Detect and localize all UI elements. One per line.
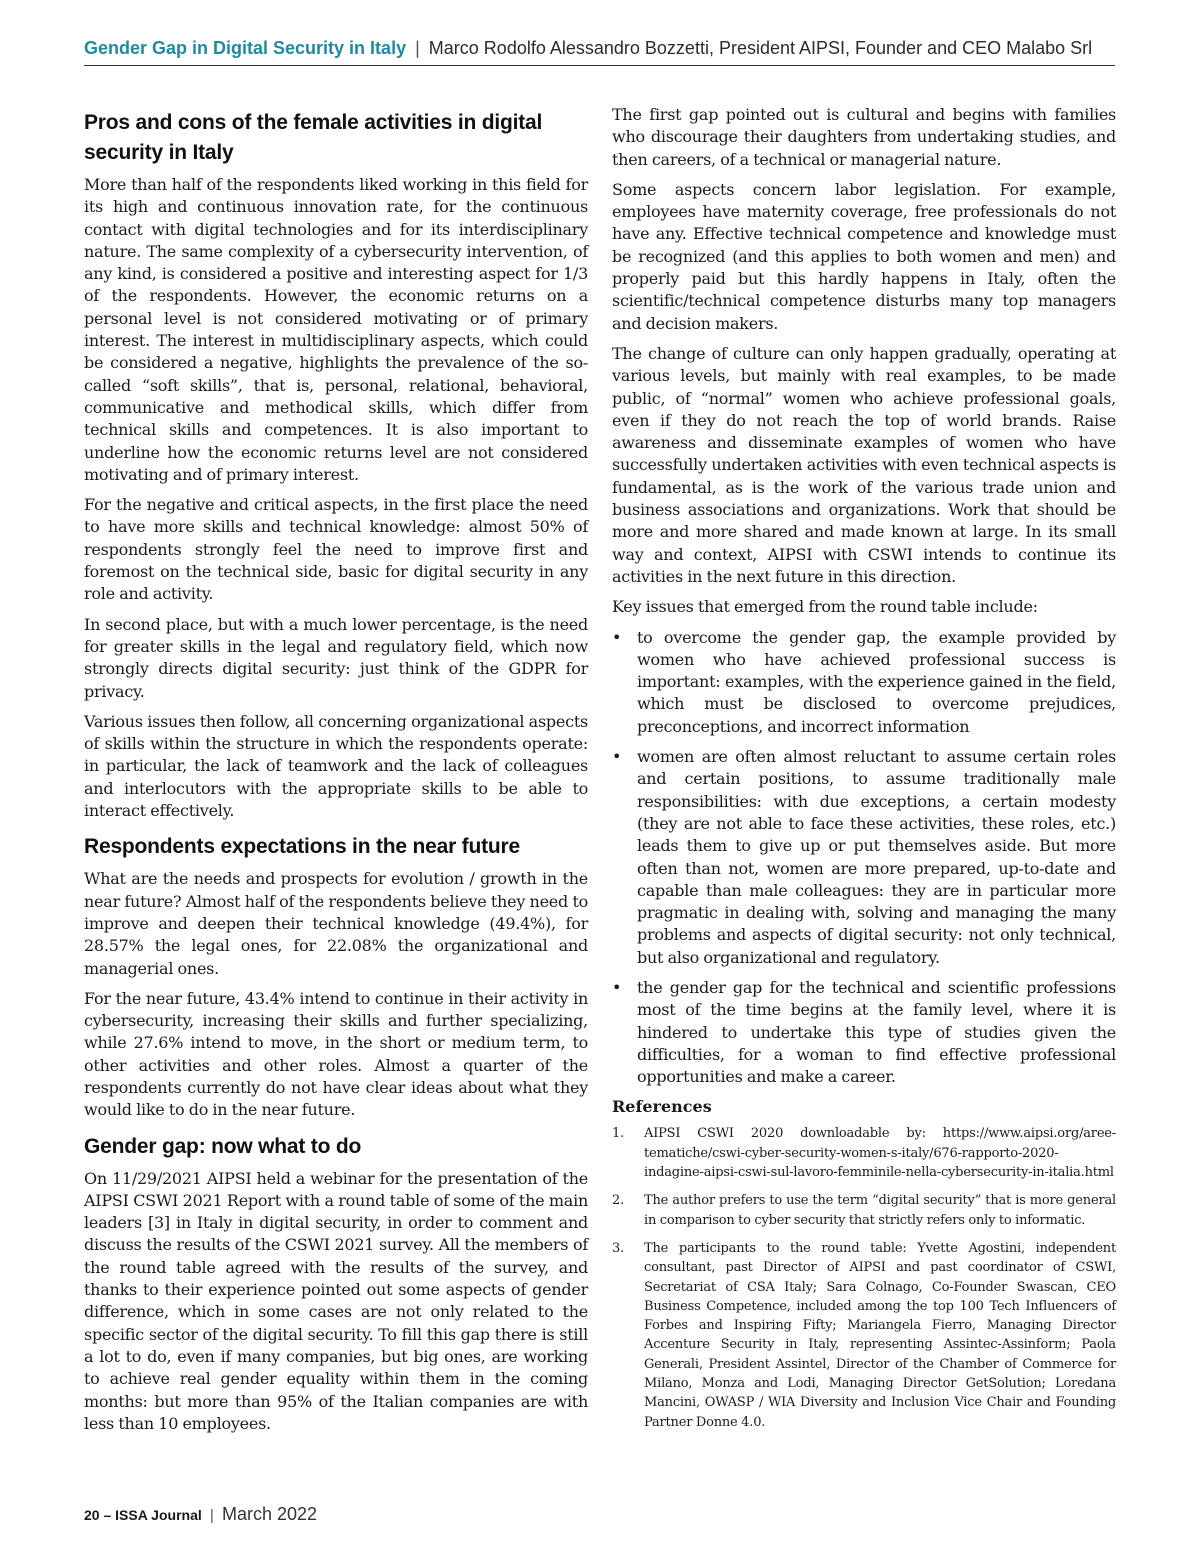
section-heading-gender-gap: Gender gap: now what to do — [84, 1134, 362, 1158]
header-separator: | — [415, 38, 420, 58]
right-column — [612, 104, 1116, 1441]
list-item-text: women are often almost reluctant to assume certain roles and certain positions, to assume traditionally male responsibilities: with due exceptions, a certain modesty (they are not able to face these activities, these roles, etc.) leads them to give up or put themselves aside. But more often than not, women are more prepared, up-to-date and capable than male colleagues: they are in particular more pragmatic in dealing with, solving and managing the many problems and aspects of digital security: not only technical, but also organizational and regulatory. — [637, 747, 1116, 967]
list-item — [612, 746, 1116, 969]
bullet-icon: • — [612, 747, 622, 767]
article-title: Gender Gap in Digital Security in Italy — [84, 38, 407, 58]
page-footer — [84, 1502, 317, 1528]
reference-item — [612, 1124, 1116, 1182]
footer-separator: | — [209, 1507, 214, 1524]
running-header — [84, 36, 1116, 60]
paragraph: The change of culture can only happen gradually, operating at various levels, but mainly with real examples, to be made public, of “normal” women who achieve professional goals, even if they do not reach the top of world brands. Raise awareness and disseminate examples of women who have successfully undertaken activities with even technical aspects is fundamental, as is the work of the various trade union and business associations and organizations. Work that should be more and more shared and made known at large. In its small way and context, AIPSI with CSWI intends to continue its activities in the next future in this direction. — [612, 343, 1116, 586]
article-author: Marco Rodolfo Alessandro Bozzetti, President AIPSI, Founder and CEO Malabo Srl — [428, 38, 1093, 58]
list-item — [612, 627, 1116, 738]
references-heading: References — [612, 1097, 712, 1117]
list-item-text: to overcome the gender gap, the example provided by women who have achieved professional success is important: examples, with the experience gained in the field, which must be disclosed to overcome prejudices, preconceptions, and incorrect information — [637, 627, 1116, 736]
left-column — [84, 108, 588, 1443]
paragraph: Some aspects concern labor legislation. For example, employees have maternity coverage, free professionals do not have any. Effective technical competence and knowledge must be recognized (and this applies to both women and men) and properly paid but this hardly happens in Italy, often the scientific/technical competence disturbs many top managers and decision makers. — [612, 179, 1116, 333]
paragraph: On 11/29/2021 AIPSI held a webinar for the presentation of the AIPSI CSWI 2021 Report with a round table of some of the main leaders [3] in Italy in digital security, in order to comment and discuss the results of the CSWI 2021 survey. All the members of the round table agreed with the results of the survey, and thanks to their experience pointed out some aspects of gender difference, which in some cases are not only related to the specific sector of the digital security. To fill this gap there is still a lot to do, even if many companies, but big ones, are working to achieve real gender equality within them in the coming months: but more than 95% of the Italian companies are with less than 10 employees. — [84, 1168, 588, 1433]
paragraph: In second place, but with a much lower percentage, is the need for greater skills in the legal and regulatory field, which now strongly directs digital security: just think of the GDPR for privacy. — [84, 614, 588, 701]
paragraph: More than half of the respondents liked working in this field for its high and continuous innovation rate, for the continuous contact with digital technologies and for its interdisciplinary nature. The same complexity of a cybersecurity intervention, of any kind, is considered a positive and interesting aspect for 1/3 of the respondents. However, the economic returns on a personal level is not considered motivating or of primary interest. The interest in multidisciplinary aspects, which could be considered a negative, highlights the prevalence of the so-called “soft skills”, that is, personal, relational, behavioral, communicative and methodical skills, which differ from technical skills and competences. It is also important to underline how the economic returns level are not considered motivating and of primary interest. — [84, 175, 588, 484]
reference-text: The author prefers to use the term “digital security” that is more general in comparison to cyber security that strictly refers only to informatic. — [644, 1193, 1116, 1228]
paragraph: For the near future, 43.4% intend to continue in their activity in cybersecurity, increasing their skills and further specializing, while 27.6% intend to move, in the short or medium term, to other activities and other roles. Almost a quarter of the respondents currently do not have clear ideas about what they would like to do in the near future. — [84, 988, 588, 1120]
reference-number: 3. — [612, 1240, 625, 1256]
bullet-icon: • — [612, 627, 622, 647]
reference-item — [612, 1191, 1116, 1230]
reference-text: The participants to the round table: Yvette Agostini, independent consultant, past Director of AIPSI and past coordinator of CSWI, Secretariat of CSA Italy; Sara Colnago, Co-Founder Swascan, CEO Business Competence, included among the top 100 Tech Influencers of Forbes and Inspiring Fifty; Mariangela Fierro, Managing Director Accenture Security in Italy, representing Assintec-Assinform; Paola Generali, President Assintel, Director of the Chamber of Commerce for Milano, Monza and Lodi, Managing Director GetSolution; Loredana Mancini, OWASP / WIA Diversity and Inclusion Vice Chair and Founding Partner Donne 4.0. — [644, 1240, 1116, 1430]
list-item — [612, 977, 1116, 1088]
paragraph: The first gap pointed out is cultural and begins with families who discourage their daughters from undertaking studies, and then careers, of a technical or managerial nature. — [612, 105, 1116, 169]
section-heading-pros-cons: Pros and cons of the female activities in digital security in Italy — [84, 111, 543, 164]
key-issues-list — [612, 627, 1116, 1089]
paragraph: Various issues then follow, all concerning organizational aspects of skills within the structure in which the respondents operate: in particular, the lack of teamwork and the lack of colleagues and interlocutors with the appropriate skills to be able to interact effectively. — [84, 711, 588, 821]
page-number-journal: 20 – ISSA Journal — [84, 1507, 202, 1523]
references-list — [612, 1124, 1116, 1431]
list-item-text: the gender gap for the technical and scientific professions most of the time begins at the family level, where it is hindered to undertake this type of studies given the difficulties, for a woman to find effective professional opportunities and make a career. — [637, 977, 1116, 1087]
header-divider — [84, 65, 1115, 66]
reference-number: 2. — [612, 1193, 625, 1209]
paragraph: For the negative and critical aspects, in the first place the need to have more skills and technical knowledge: almost 50% of respondents strongly feel the need to improve first and foremost on the technical side, basic for digital security in any role and activity. — [84, 495, 588, 604]
paragraph: What are the needs and prospects for evolution / growth in the near future? Almost half of the respondents believe they need to improve and deepen their technical knowledge (49.4%), for 28.57% the legal ones, for 22.08% the organizational and managerial ones. — [84, 869, 588, 978]
bullet-icon: • — [612, 977, 622, 997]
reference-text: AIPSI CSWI 2020 downloadable by: https://www.aipsi.org/aree-tematiche/cswi-cyber-security-women-s-italy/676-rapporto-2020-indagine-aipsi-cswi-sul-lavoro-femminile-nella-cybersecurity-in-italia.html — [644, 1126, 1116, 1181]
reference-number: 1. — [612, 1126, 625, 1142]
reference-item — [612, 1239, 1116, 1432]
paragraph: Key issues that emerged from the round table include: — [612, 597, 1038, 617]
issue-date: March 2022 — [222, 1504, 318, 1524]
section-heading-expectations: Respondents expectations in the near future — [84, 835, 520, 859]
